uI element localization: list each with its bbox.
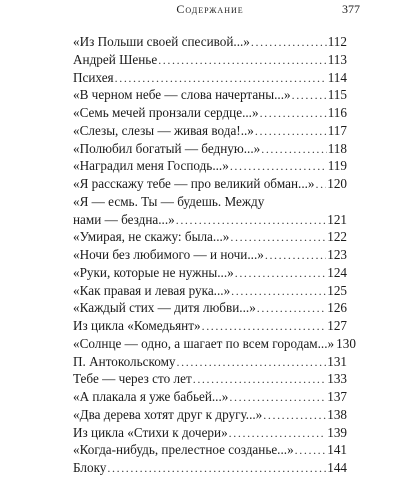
- toc-entry-title: «Из Польши своей спесивой...»: [73, 34, 250, 49]
- toc-entry: [73, 299, 347, 317]
- toc-entry: [73, 157, 347, 175]
- toc-entry-page: 130: [336, 335, 356, 351]
- toc-entry-title: «Полюбил богатый — бедную...»: [73, 140, 261, 156]
- table-of-contents: [73, 33, 356, 477]
- toc-entry: [73, 33, 347, 51]
- toc-entry-title: нами — бездна...»: [73, 211, 175, 227]
- dot-leader: [229, 389, 326, 406]
- toc-entry: [73, 104, 347, 122]
- toc-entry: [73, 388, 347, 406]
- toc-entry-page: 131: [327, 353, 347, 369]
- dot-leader: [158, 52, 327, 69]
- dot-leader: [107, 460, 326, 477]
- toc-entry: [73, 441, 347, 459]
- dot-leader: [260, 105, 327, 122]
- toc-entry-title: Психея: [73, 69, 114, 85]
- toc-entry-title: «Наградил меня Господь...»: [73, 158, 229, 174]
- toc-entry-page: 117: [327, 122, 347, 138]
- toc-entry: [73, 175, 347, 193]
- dot-leader: [230, 229, 326, 246]
- toc-entry-page: 124: [327, 264, 347, 280]
- toc-entry-page: 123: [327, 247, 347, 262]
- running-title: Содержание: [176, 2, 244, 16]
- dot-leader: [115, 70, 327, 87]
- toc-entry-title: «Два дерева хотят друг к другу...»: [73, 406, 263, 422]
- toc-entry-title: «Я расскажу тебе — про великий обман...»: [73, 176, 315, 191]
- toc-entry-page: 118: [327, 140, 347, 156]
- toc-entry: [73, 193, 347, 211]
- toc-entry-title: «В черном небе — слова начертаны...»: [73, 87, 291, 103]
- toc-entry-page: 133: [327, 371, 347, 387]
- toc-entry-title: Тебе — через сто лет: [73, 371, 192, 387]
- toc-entry: [73, 282, 347, 300]
- toc-entry-title: «Я — есмь. Ты — будешь. Между: [73, 193, 265, 209]
- dot-leader: [231, 283, 326, 300]
- toc-entry-page: 121: [327, 211, 347, 227]
- toc-entry-title: Андрей Шенье: [73, 51, 158, 67]
- toc-entry: [73, 424, 347, 442]
- toc-entry: [73, 459, 347, 477]
- dot-leader: [292, 87, 327, 104]
- toc-entry: [73, 86, 347, 104]
- toc-entry: [73, 140, 347, 158]
- toc-entry-page: 144: [327, 460, 347, 475]
- toc-entry-title: «Как правая и левая рука...»: [73, 282, 231, 298]
- dot-leader: [257, 300, 326, 317]
- toc-entry-page: 115: [327, 87, 347, 103]
- toc-entry-page: 127: [327, 318, 347, 333]
- toc-entry-page: 137: [327, 389, 347, 404]
- toc-entry-page: 125: [327, 282, 347, 298]
- toc-entry-title: «Солнце — одно, а шагает по всем городам...»: [73, 335, 335, 351]
- dot-leader: [177, 354, 327, 371]
- toc-entry: [73, 246, 347, 264]
- toc-entry-title: Из цикла «Стихи к дочери»: [73, 424, 228, 440]
- dot-leader: [255, 123, 327, 140]
- toc-entry-page: 141: [327, 442, 347, 458]
- toc-entry: [73, 228, 347, 246]
- toc-entry-title: «А плакала я уже бабьей...»: [73, 389, 229, 404]
- toc-entry-title: «Руки, которые не нужны...»: [73, 264, 234, 280]
- toc-entry-page: 126: [327, 300, 347, 316]
- dot-leader: [193, 371, 327, 388]
- dot-leader: [295, 442, 327, 459]
- toc-entry-page: 138: [327, 406, 347, 422]
- toc-entry: [73, 317, 347, 335]
- toc-entry-page: 114: [327, 69, 347, 85]
- toc-entry-page: 112: [327, 34, 347, 49]
- toc-entry-page: 139: [327, 424, 347, 440]
- toc-entry-page: 116: [327, 105, 347, 120]
- toc-entry-page: 119: [327, 158, 347, 174]
- dot-leader: [229, 425, 327, 442]
- toc-entry: [73, 51, 347, 69]
- toc-entry-title: «Когда-нибудь, прелестное созданье...»: [73, 442, 294, 458]
- toc-entry-title: «Ночи без любимого — и ночи...»: [73, 247, 264, 262]
- toc-entry: [73, 122, 347, 140]
- dot-leader: [230, 158, 327, 175]
- dot-leader: [261, 141, 326, 158]
- toc-entry-title: Из цикла «Комедьянт»: [73, 318, 201, 333]
- dot-leader: [176, 212, 326, 229]
- dot-leader: [263, 407, 326, 424]
- dot-leader: [202, 318, 327, 335]
- dot-leader: [251, 34, 327, 51]
- toc-entry: [73, 406, 347, 424]
- page-number: 377: [342, 2, 360, 16]
- toc-entry: [73, 264, 347, 282]
- toc-entry-title: Блоку: [73, 460, 107, 475]
- toc-entry: [73, 353, 347, 371]
- toc-entry-page: 122: [327, 229, 347, 245]
- toc-entry-title: «Семь мечей пронзали сердце...»: [73, 105, 259, 120]
- toc-entry-title: П. Антокольскому: [73, 353, 176, 369]
- running-header: [60, 0, 360, 20]
- dot-leader: [265, 247, 326, 264]
- toc-entry-title: «Умирая, не скажу: была...»: [73, 229, 230, 245]
- toc-entry-title: «Каждый стих — дитя любви...»: [73, 300, 256, 316]
- toc-entry: [73, 69, 347, 87]
- toc-entry: [73, 335, 356, 353]
- toc-entry-title: «Слезы, слезы — живая вода!..»: [73, 122, 254, 138]
- dot-leader: [316, 176, 327, 193]
- toc-entry: [73, 370, 347, 388]
- dot-leader: [235, 265, 326, 282]
- toc-entry-page: 120: [327, 176, 347, 191]
- toc-entry-page: 113: [327, 51, 347, 67]
- toc-entry: [73, 211, 347, 229]
